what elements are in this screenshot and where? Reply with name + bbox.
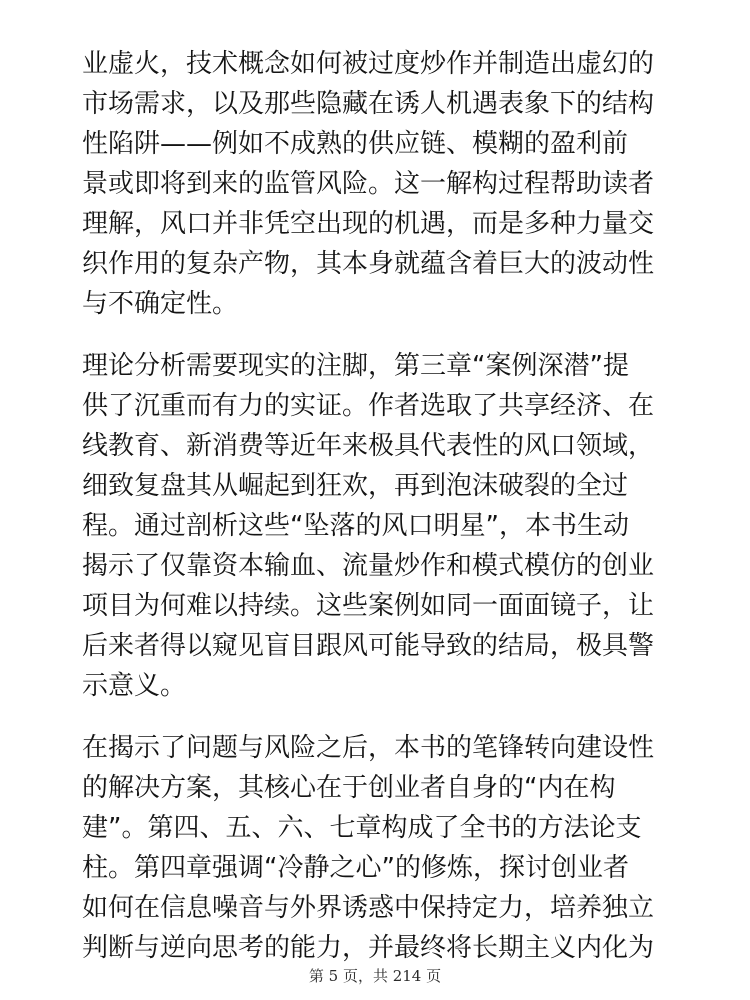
text-line: 景或即将到来的监管风险。这一解构过程帮助读者 [82,169,655,199]
text-line: 理论分析需要现实的注脚，第三章“案例深潜”提 [82,351,629,381]
text-line: 供了沉重而有力的实证。作者选取了共享经济、在 [82,391,655,421]
text-line: 细致复盘其从崛起到狂欢，再到泡沫破裂的全过 [82,471,629,501]
text-line: 判断与逆向思考的能力，并最终将长期主义内化为 [82,933,655,963]
text-line: 项目为何难以持续。这些案例如同一面面镜子，让 [82,591,655,621]
paragraph-2 [82,346,672,706]
text-line: 建”。第四、五、六、七章构成了全书的方法论支 [82,813,642,843]
text-line: 在揭示了问题与风险之后，本书的笔锋转向建设性 [82,733,655,763]
text-line: 业虚火，技术概念如何被过度炒作并制造出虚幻的 [82,49,655,79]
page-number-footer: 第 5 页，共 214 页 [308,967,442,985]
text-line: 程。通过剖析这些“坠落的风口明星”，本书生动 [82,511,629,541]
text-line: 揭示了仅靠资本输血、流量炒作和模式模仿的创业 [82,551,655,581]
text-line: 理解，风口并非凭空出现的机遇，而是多种力量交 [82,209,655,239]
text-line: 的解决方案，其核心在于创业者自身的“内在构 [82,773,616,803]
text-line: 后来者得以窥见盲目跟风可能导致的结局，极具警 [82,631,655,661]
text-line: 织作用的复杂产物，其本身就蕴含着巨大的波动性 [82,249,655,279]
text-line: 示意义。 [82,671,187,701]
text-line: 与不确定性。 [82,289,239,319]
text-line: 如何在信息噪音与外界诱惑中保持定力，培养独立 [82,893,655,923]
paragraph-1 [82,44,672,324]
body-text [82,44,672,990]
paragraph-3 [82,728,672,968]
text-line: 性陷阱——例如不成熟的供应链、模糊的盈利前 [82,129,629,159]
text-line: 线教育、新消费等近年来极具代表性的风口领域， [82,431,655,461]
text-line: 市场需求，以及那些隐藏在诱人机遇表象下的结构 [82,89,655,119]
text-line: 柱。第四章强调“冷静之心”的修炼，探讨创业者 [82,853,629,883]
